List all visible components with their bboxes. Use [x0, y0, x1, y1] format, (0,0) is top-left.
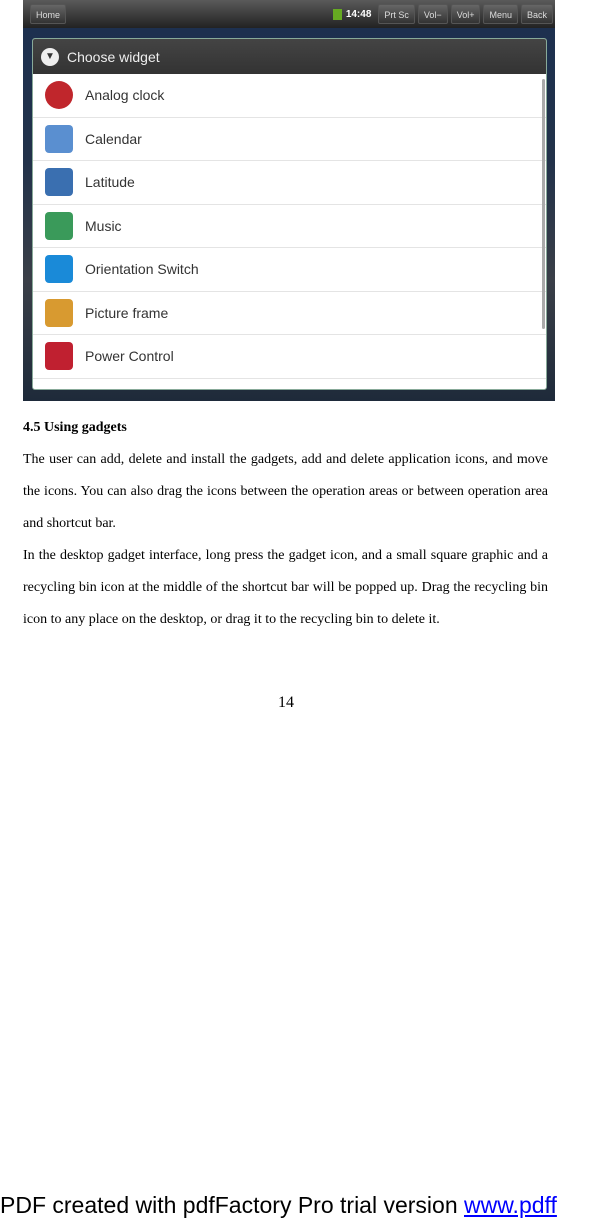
footer-text: PDF created with pdfFactory Pro trial version: [0, 1192, 464, 1218]
scrollbar[interactable]: [542, 79, 545, 329]
back-button[interactable]: Back: [521, 4, 553, 24]
widget-item-label: Picture frame: [85, 304, 169, 321]
widget-item-label: Orientation Switch: [85, 261, 199, 278]
widget-item-label: Latitude: [85, 174, 135, 191]
status-bar: [23, 0, 555, 28]
power-control-icon: [45, 342, 73, 370]
choose-widget-dialog: [32, 38, 547, 390]
widget-chooser-icon: ▼: [41, 48, 59, 66]
widget-item-label: Calendar: [85, 130, 142, 147]
calendar-icon: [45, 125, 73, 153]
section-heading: 4.5 Using gadgets: [23, 420, 127, 435]
home-button[interactable]: Home: [30, 4, 66, 24]
clock-time: 14:48: [345, 8, 372, 20]
notification-icon: [333, 9, 342, 20]
widget-item[interactable]: [33, 161, 546, 205]
widget-item-label: Analog clock: [85, 87, 165, 104]
widget-item[interactable]: [33, 335, 546, 379]
widget-item[interactable]: [33, 292, 546, 336]
widget-item[interactable]: [33, 248, 546, 292]
print-screen-button[interactable]: Prt Sc: [378, 4, 415, 24]
paragraph: The user can add, delete and install the gadgets, add and delete application icons, and move the icons. You can also drag the icons between the operation areas or between operation area and shortcut bar.: [23, 452, 548, 531]
dialog-title: Choose widget: [67, 48, 160, 65]
dialog-header: [33, 39, 546, 74]
widget-item-label: Power Control: [85, 348, 174, 365]
paragraph: In the desktop gadget interface, long press the gadget icon, and a small square graphic and a recycling bin icon at the middle of the shortcut bar will be popped up. Drag the recycling bin icon to any place on the desktop, or drag it to the recycling bin to delete it.: [23, 548, 548, 627]
analog-clock-icon: [45, 81, 73, 109]
menu-button[interactable]: Menu: [483, 4, 518, 24]
page-number: 14: [278, 694, 294, 711]
widget-item[interactable]: [33, 118, 546, 162]
device-screenshot: [23, 0, 555, 401]
latitude-icon: [45, 168, 73, 196]
widget-item-label: Music: [85, 217, 122, 234]
volume-up-button[interactable]: Vol+: [451, 4, 481, 24]
widget-item[interactable]: [33, 205, 546, 249]
music-icon: [45, 212, 73, 240]
orientation-switch-icon: [45, 255, 73, 283]
footer-link[interactable]: www.pdff: [464, 1192, 557, 1218]
volume-down-button[interactable]: Vol−: [418, 4, 448, 24]
widget-item[interactable]: [33, 74, 546, 118]
pdf-footer: [0, 1192, 557, 1219]
picture-frame-icon: [45, 299, 73, 327]
widget-list: [33, 74, 546, 379]
